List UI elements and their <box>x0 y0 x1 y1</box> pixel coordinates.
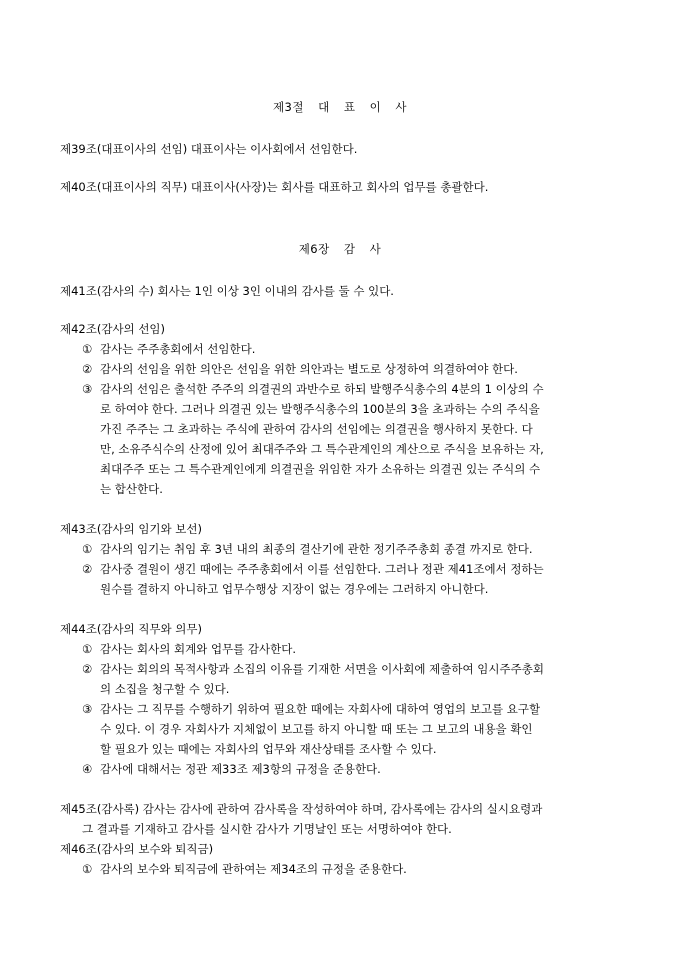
article-44-item-4 <box>82 761 381 777</box>
item-number: ③ <box>82 702 93 716</box>
article-43-item-1 <box>82 541 533 557</box>
item-number: ② <box>82 362 93 376</box>
item-text: 감사는 회의의 목적사항과 소집의 이유를 기재한 서면을 이사회에 제출하여 임시주주총회 <box>100 662 544 676</box>
item-text: 감사에 대해서는 정관 제33조 제3항의 규정을 준용한다. <box>100 762 381 776</box>
article-39: 제39조(대표이사의 선임) 대표이사는 이사회에서 선임한다. <box>60 142 358 156</box>
article-44-item-2 <box>82 661 544 677</box>
item-text: 감사는 회사의 회계와 업무를 감사한다. <box>100 642 297 656</box>
article-42-item-2 <box>82 361 518 377</box>
article-42-item-3-line-3: 가진 주주는 그 초과하는 주식에 관하여 감사의 선임에는 의결권을 행사하지 못한다. 다 <box>100 422 533 436</box>
chapter-heading <box>0 241 680 257</box>
article-46-title: 제46조(감사의 보수와 퇴직금) <box>60 842 214 856</box>
item-text: 감사의 보수와 퇴직금에 관하여는 제34조의 규정을 준용한다. <box>100 862 407 876</box>
item-text: 감사중 결원이 생긴 때에는 주주총회에서 이를 선임한다. 그러나 정관 제41조에서 정하는 <box>100 562 544 576</box>
item-text: 감사의 선임을 위한 의안은 선임을 위한 의안과는 별도로 상정하여 의결하여야 한다. <box>100 362 518 376</box>
item-text: 감사는 주주총회에서 선임한다. <box>100 342 256 356</box>
article-42-item-3-line-4: 만, 소유주식수의 산정에 있어 최대주주와 그 특수관계인의 계산으로 주식을 보유하는 자, <box>100 442 544 456</box>
article-44-item-2-line-2: 의 소집을 청구할 수 있다. <box>100 682 230 696</box>
item-number: ② <box>82 562 93 576</box>
article-45-line-2: 그 결과를 기재하고 감사를 실시한 감사가 기명날인 또는 서명하여야 한다. <box>82 822 452 836</box>
item-text: 감사의 선임은 출석한 주주의 의결권의 과반수로 하되 발행주식총수의 4분의 1 이상의 수 <box>100 382 544 396</box>
article-44-item-3-line-2: 수 있다. 이 경우 자회사가 지체없이 보고를 하지 아니할 때 또는 그 보고의 내용을 확인 <box>100 722 533 736</box>
item-number: ① <box>82 862 93 876</box>
section-heading <box>0 99 680 115</box>
item-number: ① <box>82 342 93 356</box>
chapter-heading-text: 제6장 감 사 <box>298 242 382 256</box>
article-46-item-1 <box>82 861 407 877</box>
article-44-item-1 <box>82 641 296 657</box>
article-43-title: 제43조(감사의 임기와 보선) <box>60 522 203 536</box>
article-42-item-1 <box>82 341 255 357</box>
article-44-item-3-line-3: 할 필요가 있는 때에는 자회사의 업무와 재산상태를 조사할 수 있다. <box>100 742 437 756</box>
article-42-item-3-line-2: 로 하여야 한다. 그러나 의결권 있는 발행주식총수의 100분의 3을 초과하는 수의 주식을 <box>100 402 540 416</box>
item-text: 감사의 임기는 취임 후 3년 내의 최종의 결산기에 관한 정기주주총회 종결 까지로 한다. <box>100 542 533 556</box>
article-42-item-3 <box>82 381 544 397</box>
article-44-title: 제44조(감사의 직무와 의무) <box>60 622 203 636</box>
article-43-item-2 <box>82 561 544 577</box>
article-42-item-3-line-6: 는 합산한다. <box>100 482 163 496</box>
article-44-item-3 <box>82 701 540 717</box>
article-45-line-1: 제45조(감사록) 감사는 감사에 관하여 감사록을 작성하여야 하며, 감사록에는 감사의 실시요령과 <box>60 802 543 816</box>
item-number: ② <box>82 662 93 676</box>
article-40: 제40조(대표이사의 직무) 대표이사(사장)는 회사를 대표하고 회사의 업무를 총괄한다. <box>60 180 489 194</box>
item-number: ③ <box>82 382 93 396</box>
article-41: 제41조(감사의 수) 회사는 1인 이상 3인 이내의 감사를 둘 수 있다. <box>60 284 394 298</box>
item-number: ① <box>82 642 93 656</box>
item-text: 감사는 그 직무를 수행하기 위하여 필요한 때에는 자회사에 대하여 영업의 보고를 요구할 <box>100 702 541 716</box>
article-43-item-2-line-2: 원수를 결하지 아니하고 업무수행상 지장이 없는 경우에는 그러하지 아니한다. <box>100 582 489 596</box>
article-42-item-3-line-5: 최대주주 또는 그 특수관계인에게 의결권을 위임한 자가 소유하는 의결권 있는 주식의 수 <box>100 462 541 476</box>
article-42-title: 제42조(감사의 선임) <box>60 322 166 336</box>
item-number: ④ <box>82 762 93 776</box>
item-number: ① <box>82 542 93 556</box>
section-heading-text: 제3절 대 표 이 사 <box>272 100 408 114</box>
